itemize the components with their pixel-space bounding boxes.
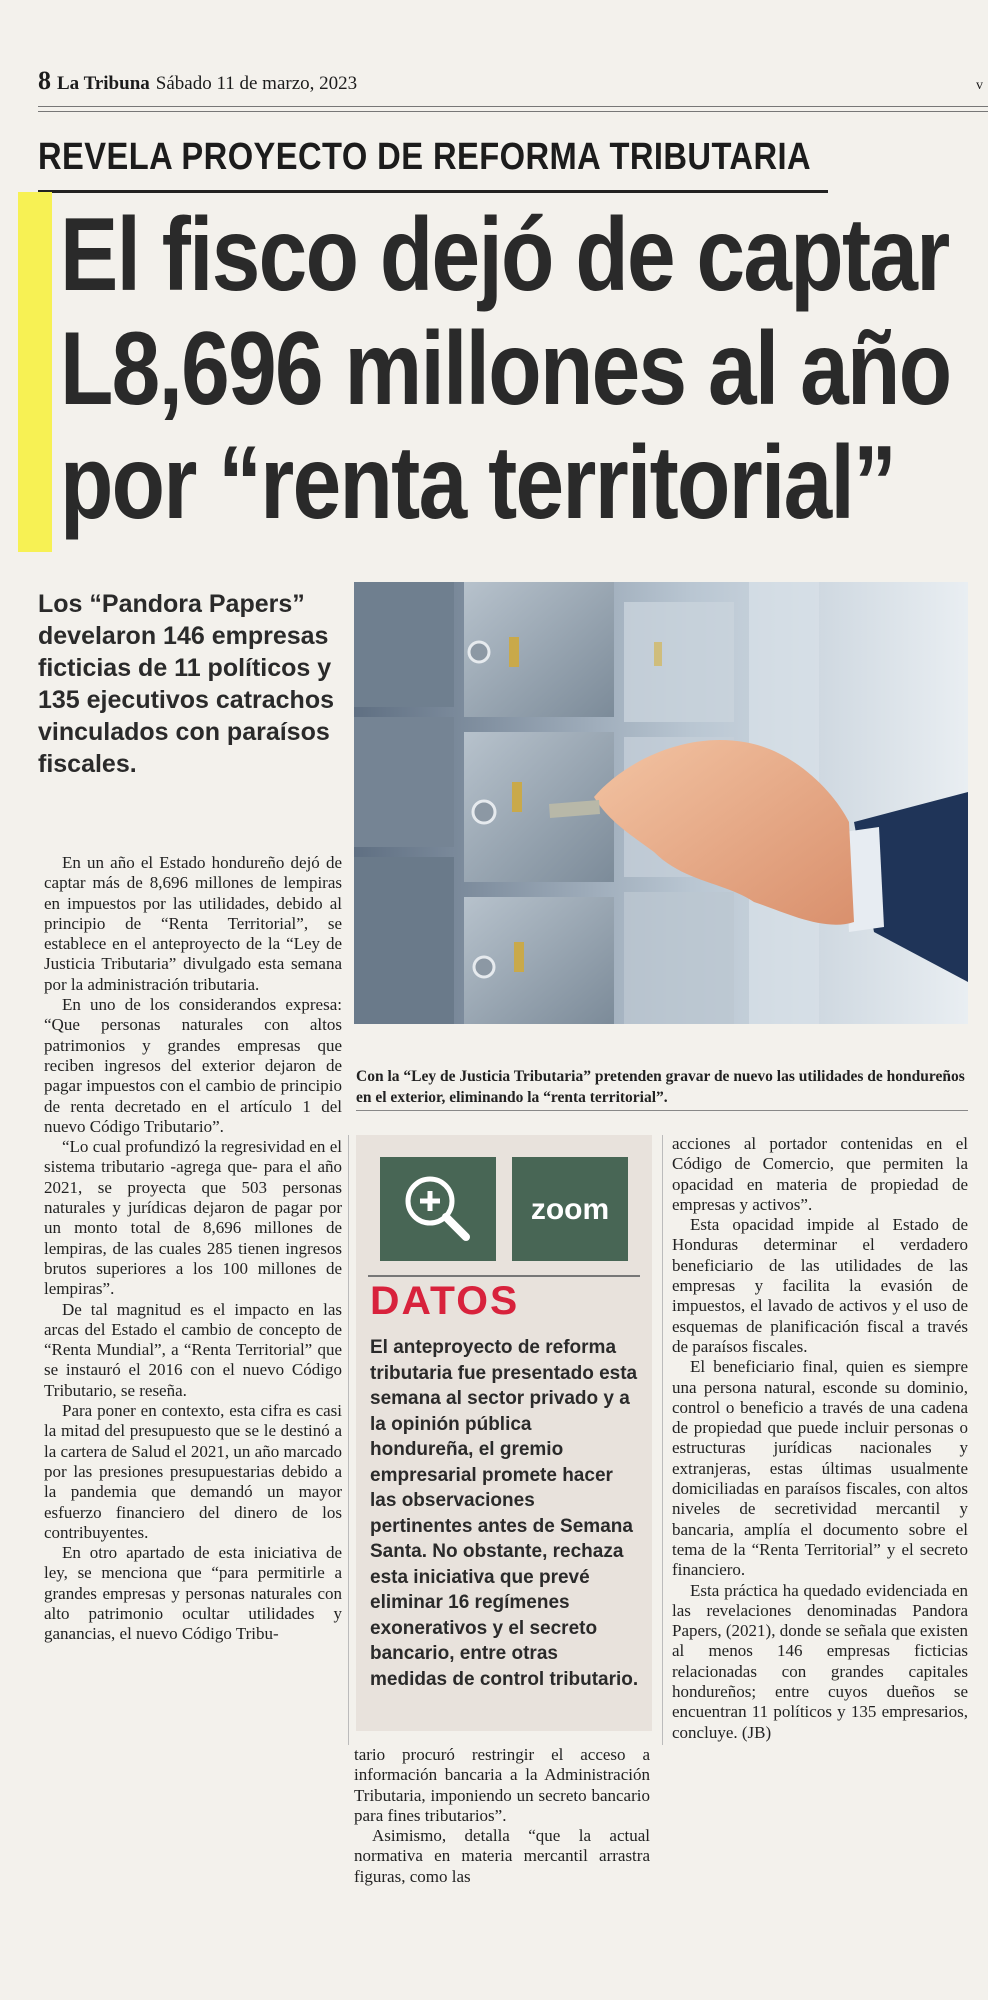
paragraph: “Lo cual profundizó la regresividad en el sistema tributario -agrega que- para el año 2021, se proyecta que 503 personas naturales y jurídicas dejaron de pagar por un monto total de 8,696 millones de lempiras, de las cuales 285 tienen ingresos brutos superiores a los 100 millones de lempiras”.	[44, 1137, 342, 1299]
datos-rule	[368, 1275, 640, 1277]
paragraph: En un año el Estado hondureño dejó de captar más de 8,696 millones de lempiras en impuestos por las utilidades, debido al principio de “Renta Territorial”, se establece en el anteproyecto de la “Ley de Justicia Tributaria” divulgado esta semana por la administración tributaria.	[44, 853, 342, 994]
subheadline: Los “Pandora Papers” develaron 146 empresas ficticias de 11 políticos y 135 ejecutivos catrachos vinculados con paraísos fiscales.	[38, 590, 334, 778]
paragraph: De tal magnitud es el impacto en las arcas del Estado el cambio de concepto de “Renta Mundial”, a “Renta Territorial” que se instauró el 2016 con el nuevo Código Tributario, se reseña.	[44, 1299, 342, 1400]
zoom-magnifier-tile	[380, 1157, 496, 1261]
article-photo	[354, 582, 968, 1024]
headline	[60, 198, 980, 540]
column-divider	[662, 1135, 663, 1745]
header-rule	[38, 106, 988, 107]
kicker: REVELA PROYECTO DE REFORMA TRIBUTARIA	[38, 136, 812, 178]
article-column-3	[672, 1134, 968, 1743]
newspaper-name: La Tribuna	[57, 73, 150, 94]
datos-sidebar	[356, 1135, 652, 1731]
paragraph: Esta opacidad impide al Estado de Honduras determinar el verdadero beneficiario de las utilidades de las empresas y facilita la evasión de impuestos, el lavado de activos y el uso de esquemas de planificación fiscal a través de paraísos fiscales.	[672, 1215, 968, 1356]
paragraph: El beneficiario final, quien es siempre una persona natural, esconde su dominio, control o beneficio a través de una cadena de propiedad que puede incluir personas o estructuras jurídicas nacionales y extranjeras, estas últimas usualmente domiciliadas en paraísos fiscales, con altos niveles de secretividad mercantil y bancaria, amplía el documento sobre el tema de la “Renta Territorial” y el secreto financiero.	[672, 1357, 968, 1580]
paragraph: En uno de los considerandos expresa: “Que personas naturales con altos patrimonios y grandes empresas que reciben ingresos del exterior dejaron de pagar impuestos con el cambio de principio de renta decretado en el artículo 1 del nuevo Código Tributario”.	[44, 995, 342, 1136]
paragraph: tario procuró restringir el acceso a información bancaria a la Administración Tributaria, imponiendo un secreto bancario para fines tributarios”.	[354, 1745, 650, 1825]
datos-body: El anteproyecto de reforma tributaria fue presentado esta semana al sector privado y a la opinión pública hondureña, el gremio empresarial promete hacer las observaciones pertinentes antes de Semana Santa. No obstante, rechaza esta iniciativa que prevé eliminar 16 regímenes exonerativos y el secreto bancario, entre otras medidas de control tributario.	[370, 1337, 639, 1690]
header-right-fragment: v	[976, 78, 983, 93]
paragraph: Esta práctica ha quedado evidenciada en las revelaciones denominadas Pandora Papers, (2021), donde se señala que existen al menos 146 empresas ficticias relacionadas con grandes capitales hondureños; entre cuyos dueños se encuentran 11 políticos y 135 empresarios, concluye. (JB)	[672, 1580, 968, 1742]
headline-line: por “renta territorial”	[60, 425, 896, 541]
article-column-1	[44, 853, 342, 1645]
paragraph: acciones al portador contenidas en el Código de Comercio, que permiten la opacidad en materia de propiedad de empresas y activos”.	[672, 1134, 968, 1214]
caption-rule	[356, 1110, 968, 1111]
paragraph: En otro apartado de esta iniciativa de ley, se menciona que “para permitirle a grandes empresas y personas naturales con alto patrimonio ocultar utilidades y ganancias, el nuevo Código Tribu-	[44, 1543, 342, 1644]
zoom-label: zoom	[530, 1193, 610, 1226]
paragraph: Asimismo, detalla “que la actual normativa en materia mercantil arrastra figuras, como las	[354, 1826, 650, 1886]
photo-caption: Con la “Ley de Justicia Tributaria” pretenden gravar de nuevo las utilidades de hondureños en el exterior, eliminando la “renta territorial”.	[356, 1068, 965, 1106]
highlighter-mark	[18, 192, 52, 552]
datos-title: DATOS	[370, 1279, 520, 1323]
zoom-magnifier-icon	[380, 1157, 496, 1261]
page-header	[38, 66, 357, 96]
headline-line: El fisco dejó de captar	[60, 197, 949, 313]
header-rule	[38, 111, 988, 112]
headline-line: L8,696 millones al año	[60, 311, 951, 427]
zoom-label-tile	[512, 1157, 628, 1261]
safe-deposit-boxes-illustration	[354, 582, 968, 1024]
issue-date: Sábado 11 de marzo, 2023	[155, 73, 358, 94]
page-number: 8	[38, 66, 51, 95]
article-column-2	[354, 1745, 650, 1887]
kicker-underline	[38, 190, 828, 193]
paragraph: Para poner en contexto, esta cifra es casi la mitad del presupuesto que se le destinó a la cartera de Salud el 2021, un año marcado por las presiones presupuestarias debido a la pandemia que demandó un mayor esfuerzo financiero del dinero de los contribuyentes.	[44, 1401, 342, 1542]
column-divider	[348, 1135, 349, 1745]
